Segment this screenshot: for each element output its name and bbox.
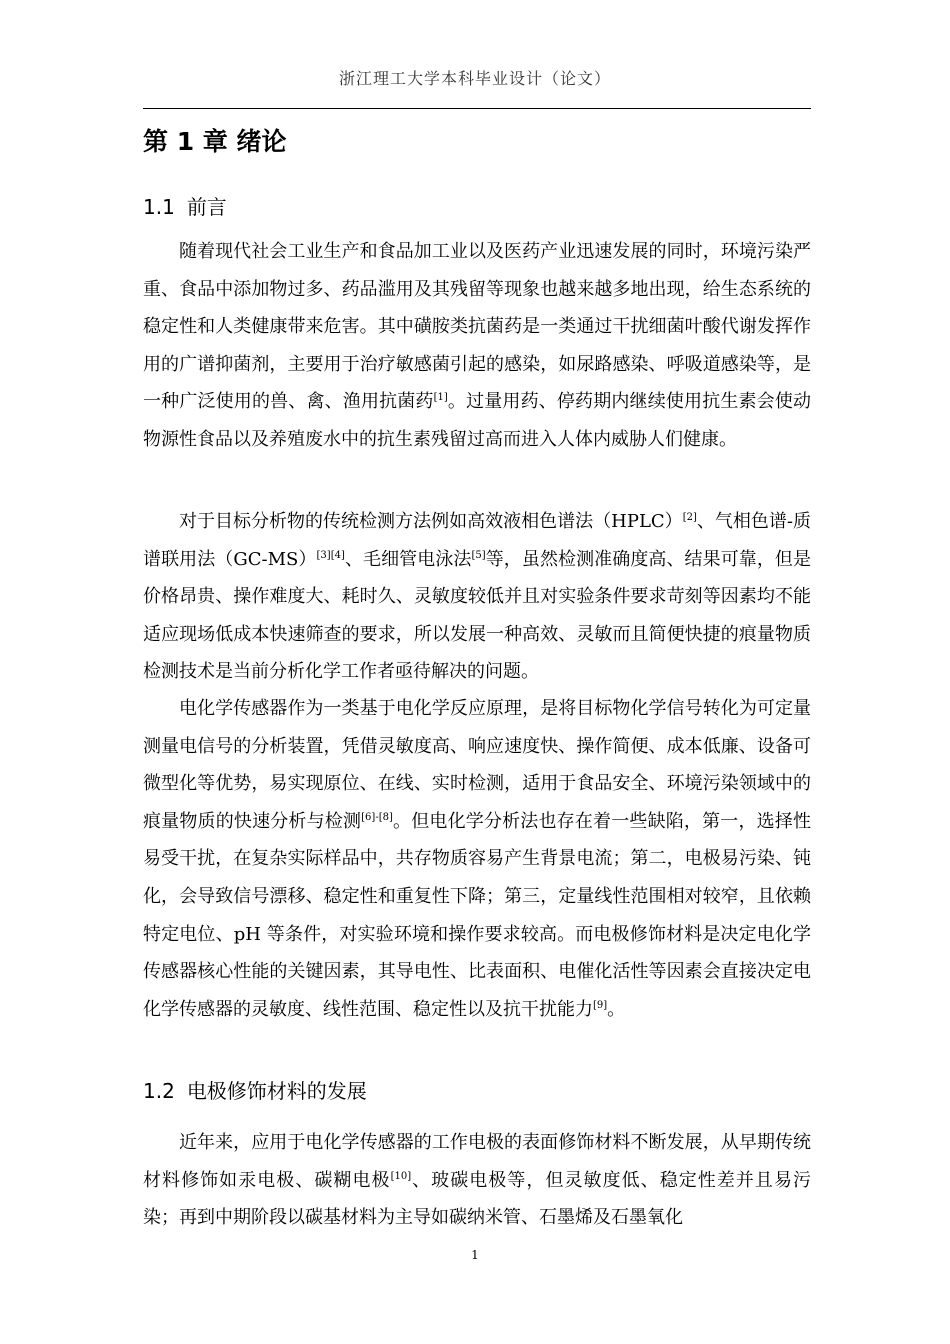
- paragraph-text: 等，虽然检测准确度高、结果可靠，但是价格昂贵、操作难度大、耗时久、灵敏度较低并且对实验条件要求苛刻等因素均不能适应现场低成本快速筛查的要求，所以发展一种高效、灵敏而且简便快捷的痕量物质检测技术是当前分析化学工作者亟待解决的问题。: [143, 548, 812, 683]
- section-number: 1.2: [143, 1079, 175, 1103]
- citation-ref: [2]: [682, 512, 697, 523]
- paragraph-text: 、毛细管电泳法: [344, 548, 472, 570]
- chapter-title: 第 1 章 绪论: [143, 127, 287, 156]
- section-number: 1.1: [143, 195, 175, 219]
- citation-ref: [1]: [433, 392, 448, 404]
- citation-ref: [10]: [390, 1170, 412, 1182]
- section-title: 前言: [186, 195, 227, 219]
- paragraph-modification-materials: [143, 1124, 811, 1237]
- paragraph-text: 、玻碳电极等，但灵敏度低、稳定性差并且易污染；再到中期阶段以碳基材料为主导如碳纳米管、石墨烯及石墨氧化: [143, 1169, 811, 1229]
- paragraph-text: 。但电化学分析法也存在着一些缺陷，第一，选择性易受干扰，在复杂实际样品中，共存物质容易产生背景电流；第二，电极易污染、钝化，会导致信号漂移、稳定性和重复性下降；第三，定量线性范围相对较窄，且依赖特定电位、pH 等条件，对实验环境和操作要求较高。而电极修饰材料是决定电化学传感器核心性能的关键因素，其导电性、比表面积、电催化活性等因素会直接决定电化学传感器的灵敏度、线性范围、稳定性以及抗干扰能力: [143, 810, 812, 1020]
- paragraph-traditional-methods: [143, 503, 811, 691]
- section-heading-1-2: [143, 1076, 367, 1106]
- paragraph-text: 电化学传感器作为一类基于电化学反应原理，是将目标物化学信号转化为可定量测量电信号的分析装置，凭借灵敏度高、响应速度快、操作简便、成本低廉、设备可微型化等优势，易实现原位、在线、实时检测，适用于食品安全、环境污染领域中的痕量物质的快速分析与检测: [143, 698, 811, 832]
- section-heading-1-1: [143, 192, 227, 222]
- paragraph-text: 随着现代社会工业生产和食品加工业以及医药产业迅速发展的同时，环境污染严重、食品中添加物过多、药品滥用及其残留等现象也越来越多地出现，给生态系统的稳定性和人类健康带来危害。其中磺胺类抗菌药是一类通过干扰细菌叶酸代谢发挥作用的广谱抑菌剂，主要用于治疗敏感菌引起的感染，如尿路感染、呼吸道感染等，是一种广泛使用的兽、禽、渔用抗菌药: [143, 241, 811, 413]
- paragraph-text: 近年来，应用于电化学传感器的工作电极的表面修饰材料不断发展，从早期传统材料修饰如汞电极、碳糊电极: [143, 1132, 811, 1191]
- page-number: 1: [471, 1248, 479, 1262]
- citation-ref: [5]: [471, 549, 486, 561]
- paragraph-text: 、气相色谱-质谱联用法（GC-MS）: [143, 511, 811, 570]
- paragraph-text: 。: [607, 998, 626, 1020]
- paragraph-text: 对于目标分析物的传统检测方法例如高效液相色谱法（HPLC）: [179, 511, 683, 532]
- paragraph-intro: [143, 233, 811, 459]
- citation-ref: [6]-[8]: [361, 811, 393, 823]
- citation-ref: [9]: [593, 999, 608, 1011]
- citation-ref: [3][4]: [316, 549, 345, 561]
- page-header: 浙江理工大学本科毕业设计（论文）: [338, 69, 611, 88]
- paragraph-text: 。过量用药、停药期内继续使用抗生素会使动物源性食品以及养殖废水中的抗生素残留过高而进入人体内威胁人们健康。: [143, 391, 812, 450]
- header-divider: [143, 108, 811, 109]
- paragraph-electrochemical-sensors: [143, 690, 811, 1028]
- section-title: 电极修饰材料的发展: [186, 1079, 367, 1103]
